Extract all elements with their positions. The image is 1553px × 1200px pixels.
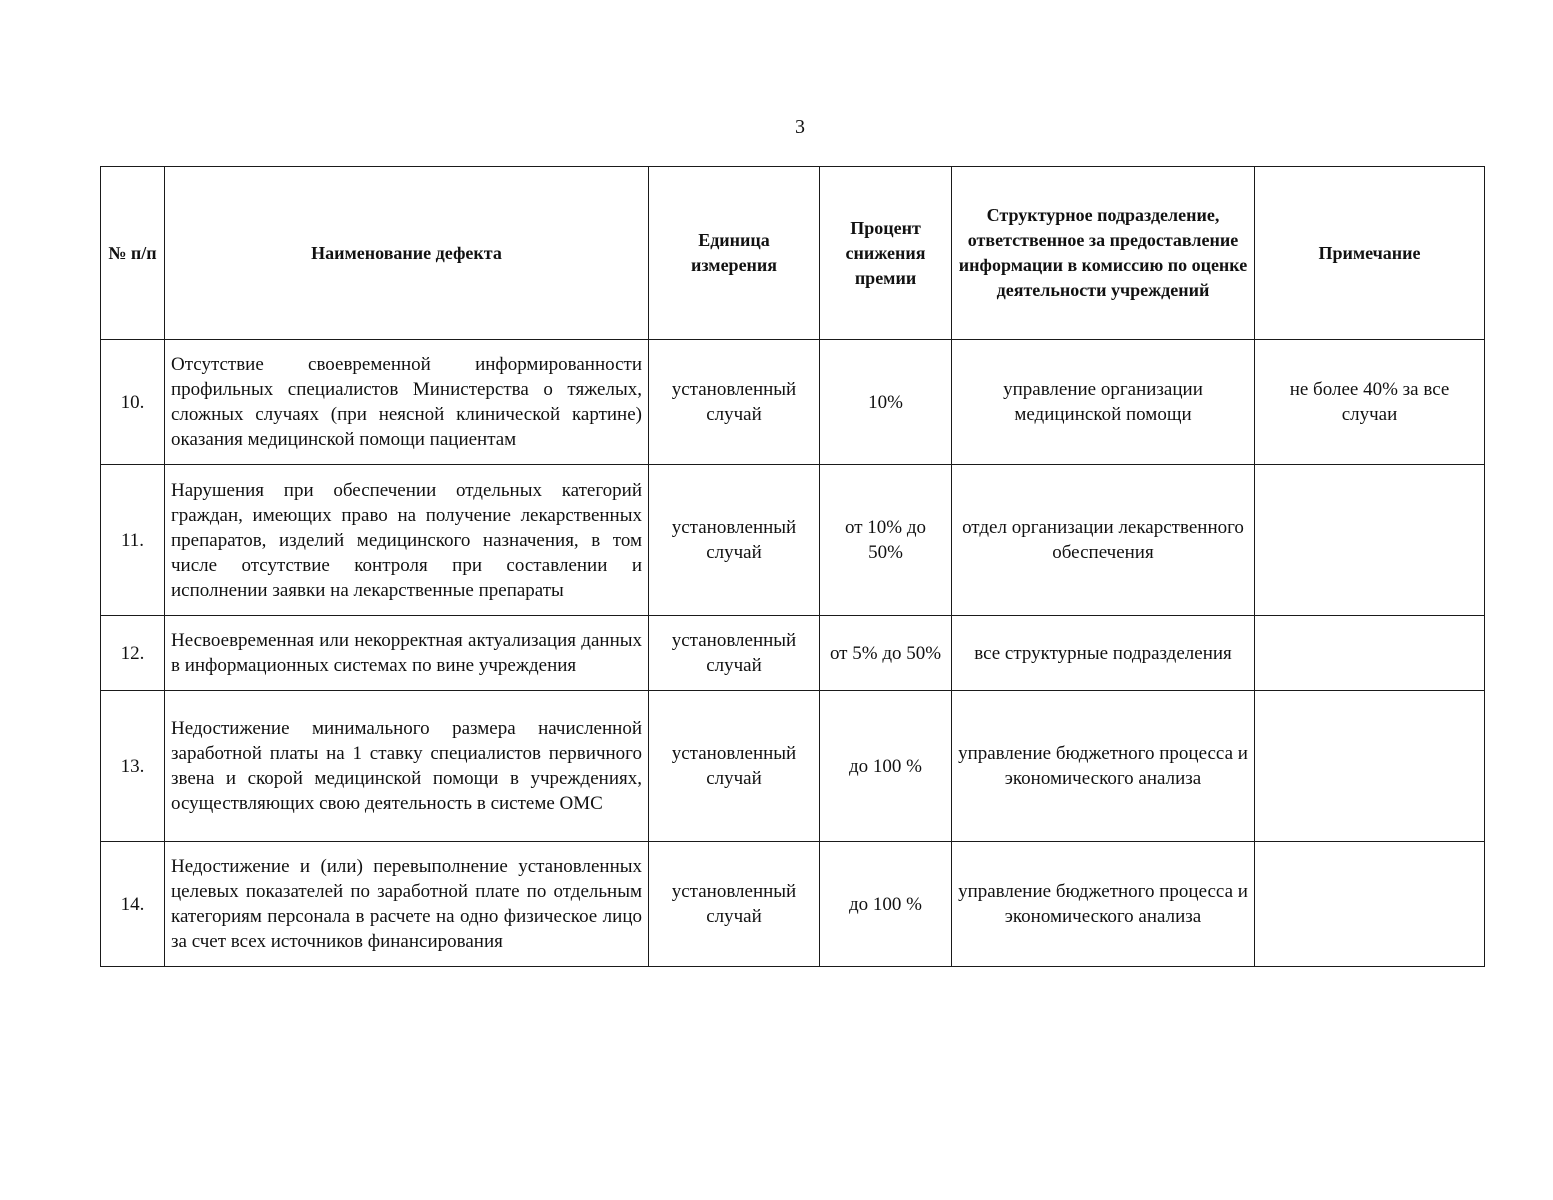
header-department: Структурное подразделение, ответственное за предоставление информации в комиссию по оценке деятельности учреждений <box>952 167 1255 340</box>
department-cell: все структурные подразделения <box>952 616 1255 691</box>
header-name: Наименование дефекта <box>165 167 649 340</box>
header-note: Примечание <box>1255 167 1485 340</box>
row-num: 11. <box>101 465 165 616</box>
table-row <box>101 842 1485 967</box>
table-row <box>101 340 1485 465</box>
table-row <box>101 465 1485 616</box>
table-row <box>101 616 1485 691</box>
table-row <box>101 691 1485 842</box>
percent-cell: от 5% до 50% <box>820 616 952 691</box>
percent-cell: до 100 % <box>820 842 952 967</box>
percent-cell: 10% <box>820 340 952 465</box>
defects-table <box>100 166 1485 967</box>
defect-name: Отсутствие своевременной информированности профильных специалистов Министерства о тяжелых, сложных случаях (при неясной клинической картине) оказания медицинской помощи пациентам <box>165 340 649 465</box>
note-cell <box>1255 842 1485 967</box>
defect-name: Нарушения при обеспечении отдельных категорий граждан, имеющих право на получение лекарственных препаратов, изделий медицинского назначения, в том числе отсутствие контроля при составлении и исполнении заявки на лекарственные препараты <box>165 465 649 616</box>
note-cell <box>1255 691 1485 842</box>
row-num: 12. <box>101 616 165 691</box>
unit-cell: установленный случай <box>649 616 820 691</box>
row-num: 13. <box>101 691 165 842</box>
defect-name: Недостижение минимального размера начисленной заработной платы на 1 ставку специалистов первичного звена и скорой медицинской помощи в учреждениях, осуществляющих свою деятельность в системе ОМС <box>165 691 649 842</box>
defect-name: Недостижение и (или) перевыполнение установленных целевых показателей по заработной плате по отдельным категориям персонала в расчете на одно физическое лицо за счет всех источников финансирования <box>165 842 649 967</box>
percent-cell: от 10% до 50% <box>820 465 952 616</box>
note-cell <box>1255 616 1485 691</box>
note-cell <box>1255 465 1485 616</box>
department-cell: управление организации медицинской помощи <box>952 340 1255 465</box>
header-num: № п/п <box>101 167 165 340</box>
row-num: 14. <box>101 842 165 967</box>
row-num: 10. <box>101 340 165 465</box>
unit-cell: установленный случай <box>649 340 820 465</box>
header-percent: Процент снижения премии <box>820 167 952 340</box>
page-number: 3 <box>795 116 805 138</box>
department-cell: управление бюджетного процесса и экономического анализа <box>952 842 1255 967</box>
department-cell: отдел организации лекарственного обеспечения <box>952 465 1255 616</box>
unit-cell: установленный случай <box>649 691 820 842</box>
defect-name: Несвоевременная или некорректная актуализация данных в информационных системах по вине учреждения <box>165 616 649 691</box>
note-cell: не более 40% за все случаи <box>1255 340 1485 465</box>
unit-cell: установленный случай <box>649 842 820 967</box>
unit-cell: установленный случай <box>649 465 820 616</box>
department-cell: управление бюджетного процесса и экономического анализа <box>952 691 1255 842</box>
header-unit: Единица измерения <box>649 167 820 340</box>
table-header-row <box>101 167 1485 340</box>
percent-cell: до 100 % <box>820 691 952 842</box>
